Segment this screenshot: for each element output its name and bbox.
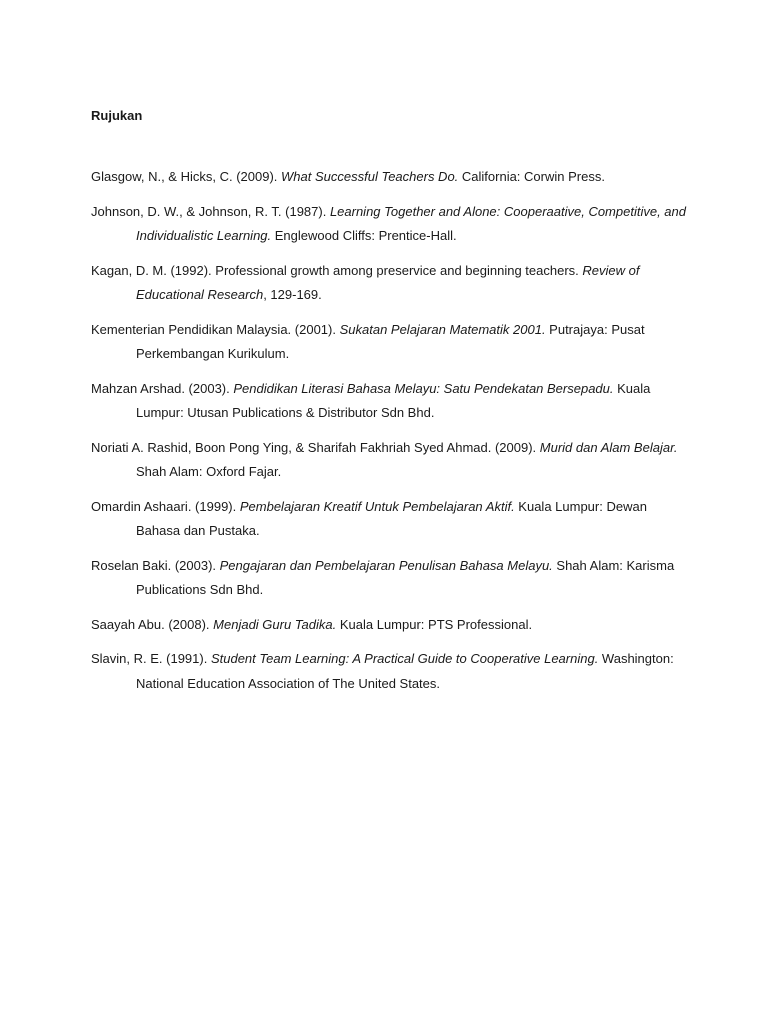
reference-title: Review of Educational Research: [136, 262, 640, 302]
reference-publisher: Kuala Lumpur: Utusan Publications & Distributor Sdn Bhd.: [136, 380, 651, 420]
reference-publisher: Putrajaya: Pusat Perkembangan Kurikulum.: [136, 321, 645, 361]
reference-item: [91, 377, 691, 426]
reference-publisher: Washington: National Education Association of The United States.: [136, 651, 674, 691]
reference-title: Menjadi Guru Tadika.: [213, 616, 337, 632]
reference-authors: Roselan Baki. (2003).: [91, 557, 220, 573]
reference-title: Murid dan Alam Belajar.: [539, 439, 678, 455]
reference-title: Student Team Learning: A Practical Guide to Cooperative Learning.: [210, 651, 599, 666]
reference-authors: Slavin, R. E. (1991).: [91, 651, 211, 666]
reference-publisher: , 129-169.: [263, 287, 322, 302]
reference-publisher: Shah Alam: Karisma Publications Sdn Bhd.: [136, 557, 675, 597]
reference-item: [91, 554, 691, 603]
reference-item: [91, 436, 691, 485]
reference-item: [91, 259, 691, 308]
reference-authors: Mahzan Arshad. (2003).: [91, 380, 234, 396]
reference-item: [91, 613, 691, 638]
reference-publisher: Kuala Lumpur: Dewan Bahasa dan Pustaka.: [136, 498, 647, 538]
reference-item: [91, 200, 691, 249]
reference-authors: Noriati A. Rashid, Boon Pong Ying, & Sharifah Fakhriah Syed Ahmad. (2009).: [91, 439, 540, 455]
reference-item: [91, 647, 691, 696]
reference-item: [91, 165, 691, 190]
page-title: Rujukan: [91, 108, 143, 123]
reference-authors: Glasgow, N., & Hicks, C. (2009).: [91, 169, 282, 184]
reference-publisher: Englewood Cliffs: Prentice-Hall.: [271, 228, 457, 243]
reference-authors: Kagan, D. M. (1992). Professional growth among preservice and beginning teachers.: [91, 262, 583, 278]
reference-publisher: Shah Alam: Oxford Fajar.: [136, 464, 282, 479]
reference-title: What Successful Teachers Do.: [281, 169, 459, 184]
reference-title: Learning Together and Alone: Cooperaative, Competitive, and Individualistic Learning.: [136, 203, 686, 243]
reference-title: Sukatan Pelajaran Matematik 2001.: [339, 321, 546, 337]
reference-title: Pembelajaran Kreatif Untuk Pembelajaran Aktif.: [239, 498, 515, 514]
reference-authors: Johnson, D. W., & Johnson, R. T. (1987).: [91, 203, 330, 219]
reference-title: Pendidikan Literasi Bahasa Melayu: Satu Pendekatan Bersepadu.: [233, 380, 614, 396]
reference-item: [91, 495, 691, 544]
reference-title: Pengajaran dan Pembelajaran Penulisan Bahasa Melayu.: [219, 557, 553, 573]
reference-publisher: Kuala Lumpur: PTS Professional.: [336, 616, 533, 632]
reference-list: [91, 165, 691, 706]
reference-authors: Saayah Abu. (2008).: [91, 616, 214, 632]
reference-authors: Omardin Ashaari. (1999).: [91, 498, 240, 514]
reference-item: [91, 318, 691, 367]
reference-publisher: California: Corwin Press.: [458, 169, 605, 184]
reference-authors: Kementerian Pendidikan Malaysia. (2001).: [91, 321, 340, 337]
